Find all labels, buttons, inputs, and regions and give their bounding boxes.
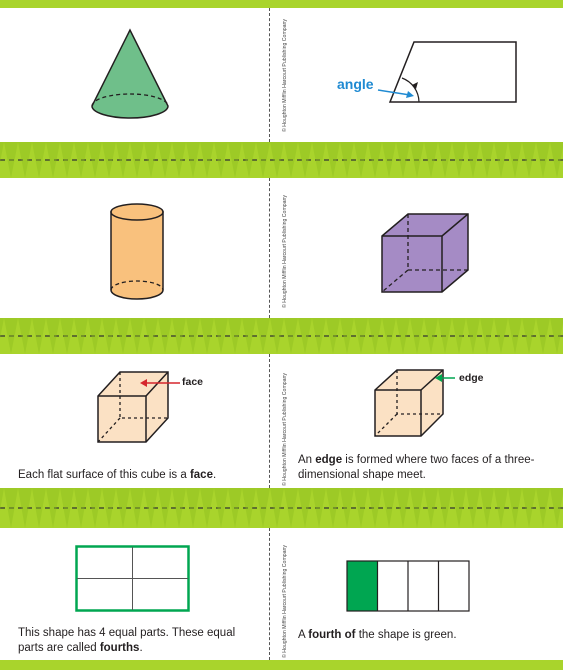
fourth-of-figure — [346, 560, 470, 612]
fourths-term: fourths — [99, 642, 140, 654]
band-zigzag — [228, 488, 242, 528]
band-zigzag — [18, 318, 32, 354]
band-zigzag — [550, 142, 563, 178]
fourths-caption: This shape has 4 equal parts. These equal parts are called fourths. — [18, 627, 236, 654]
band-zigzag — [242, 142, 256, 178]
band-zigzag — [284, 142, 298, 178]
band-zigzag — [340, 488, 354, 528]
angle-figure — [388, 40, 518, 108]
band-zigzag — [312, 142, 326, 178]
band-zigzag — [74, 142, 88, 178]
band-zigzag — [200, 318, 214, 354]
cone-figure — [88, 28, 172, 128]
band-zigzag — [508, 318, 522, 354]
band-zigzag — [368, 488, 382, 528]
band-zigzag — [452, 488, 466, 528]
band-zigzag — [368, 318, 382, 354]
band-zigzag — [312, 318, 326, 354]
band-zigzag — [74, 318, 88, 354]
band-zigzag — [0, 142, 4, 178]
band-zigzag — [0, 488, 4, 528]
card-divider — [269, 8, 270, 142]
band-zigzag — [88, 488, 102, 528]
band-zigzag — [424, 318, 438, 354]
band-zigzag — [368, 142, 382, 178]
band-zigzag — [466, 318, 480, 354]
band-zigzag — [494, 142, 508, 178]
band-zigzag — [74, 488, 88, 528]
credit-line: © Houghton Mifflin Harcourt Publishing Company — [282, 544, 288, 658]
band-zigzag — [130, 318, 144, 354]
band-zigzag — [60, 142, 74, 178]
band-zigzag — [410, 142, 424, 178]
band-zigzag — [158, 142, 172, 178]
band-zigzag — [522, 318, 536, 354]
band-zigzag — [144, 318, 158, 354]
face-term: face — [189, 469, 213, 481]
band-zigzag — [410, 318, 424, 354]
band-zigzag — [18, 142, 32, 178]
band-zigzag — [158, 488, 172, 528]
band-zigzag — [172, 318, 186, 354]
rectangular-prism-figure — [378, 210, 473, 296]
band-zigzag — [340, 318, 354, 354]
cube-face-figure — [94, 366, 174, 446]
edge-term: edge — [315, 454, 343, 466]
band-zigzag — [424, 488, 438, 528]
band-zigzag — [116, 142, 130, 178]
band-zigzag — [382, 488, 396, 528]
band-zigzag — [452, 142, 466, 178]
band-zigzag — [438, 318, 452, 354]
band-zigzag — [200, 488, 214, 528]
band-zigzag — [270, 488, 284, 528]
band-zigzag — [88, 318, 102, 354]
band-zigzag — [60, 318, 74, 354]
credit-line: © Houghton Mifflin Harcourt Publishing Company — [282, 18, 288, 132]
band-zigzag — [508, 488, 522, 528]
cube-edge-figure — [371, 366, 451, 438]
band-zigzag — [270, 318, 284, 354]
band-zigzag — [228, 142, 242, 178]
edge-caption: An edge is formed where two faces of a three-dimensional shape meet. — [298, 454, 535, 481]
angle-label: angle — [337, 76, 374, 92]
band-zigzag — [480, 142, 494, 178]
fourths-figure — [75, 545, 191, 613]
band-zigzag — [410, 488, 424, 528]
band-zigzag — [116, 318, 130, 354]
band-zigzag — [354, 142, 368, 178]
band-zigzag — [130, 142, 144, 178]
band-zigzag — [480, 488, 494, 528]
band-zigzag — [186, 318, 200, 354]
credit-line: © Houghton Mifflin Harcourt Publishing Company — [282, 194, 288, 308]
band-zigzag — [494, 318, 508, 354]
band-zigzag — [102, 488, 116, 528]
band-zigzag — [340, 142, 354, 178]
band-zigzag — [536, 142, 550, 178]
band-zigzag — [298, 488, 312, 528]
band-zigzag — [298, 142, 312, 178]
face-label: face — [182, 376, 204, 388]
band-zigzag — [550, 318, 563, 354]
band-zigzag — [4, 488, 18, 528]
band-zigzag — [32, 142, 46, 178]
band-zigzag — [494, 488, 508, 528]
band-zigzag — [326, 318, 340, 354]
face-caption: Each flat surface of this cube is a face. — [18, 469, 217, 481]
band-zigzag — [536, 318, 550, 354]
band-zigzag — [214, 142, 228, 178]
fourth-of-caption: A fourth of the shape is green. — [298, 629, 457, 641]
band-zigzag — [396, 488, 410, 528]
card-divider — [269, 354, 270, 488]
band-zigzag — [144, 142, 158, 178]
band-zigzag — [536, 488, 550, 528]
band-zigzag — [424, 142, 438, 178]
band-zigzag — [284, 318, 298, 354]
band-zigzag — [116, 488, 130, 528]
band-zigzag — [354, 488, 368, 528]
band-zigzag — [144, 488, 158, 528]
band-zigzag — [242, 318, 256, 354]
band-zigzag — [186, 488, 200, 528]
band-zigzag — [396, 318, 410, 354]
credit-line: © Houghton Mifflin Harcourt Publishing Company — [282, 372, 288, 486]
cylinder-figure — [108, 202, 166, 302]
band-zigzag — [466, 142, 480, 178]
card-divider — [269, 528, 270, 660]
band-zigzag — [396, 142, 410, 178]
band-zigzag — [4, 318, 18, 354]
band-zigzag — [228, 318, 242, 354]
band-zigzag — [382, 142, 396, 178]
edge-label: edge — [459, 372, 484, 384]
band-zigzag — [32, 488, 46, 528]
band-zigzag — [46, 142, 60, 178]
band-zigzag — [480, 318, 494, 354]
band-zigzag — [46, 488, 60, 528]
band-zigzag — [256, 142, 270, 178]
band-zigzag — [88, 142, 102, 178]
band-zigzag — [522, 142, 536, 178]
band-zigzag — [326, 488, 340, 528]
band-zigzag — [326, 142, 340, 178]
band-zigzag — [270, 142, 284, 178]
band-zigzag — [200, 142, 214, 178]
band-zigzag — [214, 318, 228, 354]
band-zigzag — [312, 488, 326, 528]
band-zigzag — [256, 318, 270, 354]
band-zigzag — [284, 488, 298, 528]
band-zigzag — [18, 488, 32, 528]
band-zigzag — [186, 142, 200, 178]
band-zigzag — [102, 142, 116, 178]
band-zigzag — [522, 488, 536, 528]
band-zigzag — [452, 318, 466, 354]
band-zigzag — [508, 142, 522, 178]
band-zigzag — [4, 142, 18, 178]
band-zigzag — [550, 488, 563, 528]
band-zigzag — [242, 488, 256, 528]
band-zigzag — [60, 488, 74, 528]
band-zigzag — [438, 488, 452, 528]
band-zigzag — [172, 142, 186, 178]
band-zigzag — [46, 318, 60, 354]
band-zigzag — [214, 488, 228, 528]
band-zigzag — [130, 488, 144, 528]
band-zigzag — [438, 142, 452, 178]
band-zigzag — [298, 318, 312, 354]
band-zigzag — [0, 318, 4, 354]
fourth-of-term: fourth of — [308, 629, 356, 641]
card-divider — [269, 178, 270, 318]
band-zigzag — [256, 488, 270, 528]
band-zigzag — [172, 488, 186, 528]
band-zigzag — [466, 488, 480, 528]
band-zigzag — [32, 318, 46, 354]
band-zigzag — [102, 318, 116, 354]
band-zigzag — [158, 318, 172, 354]
band-zigzag — [354, 318, 368, 354]
band-zigzag — [382, 318, 396, 354]
